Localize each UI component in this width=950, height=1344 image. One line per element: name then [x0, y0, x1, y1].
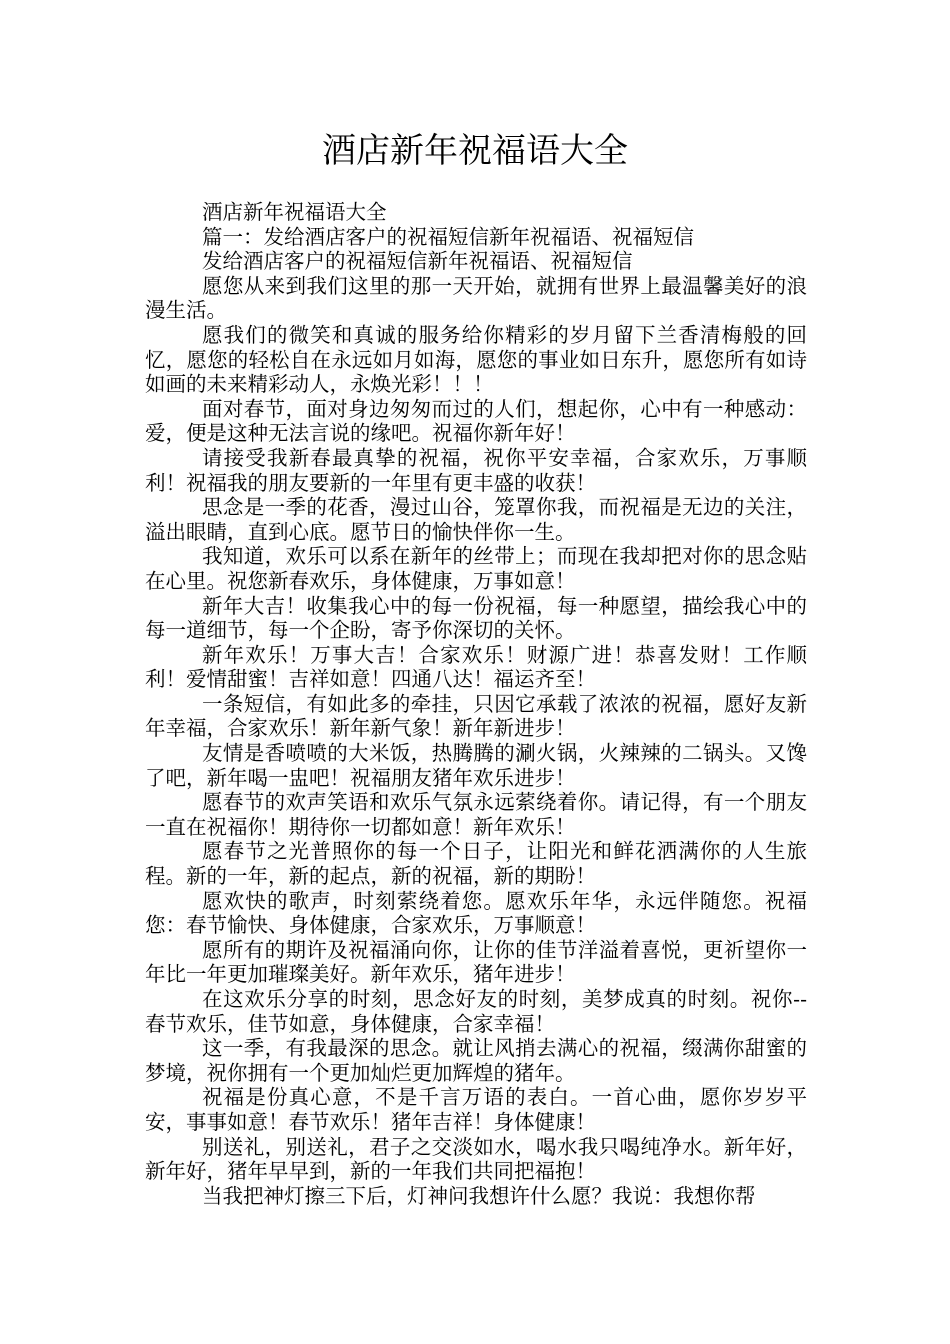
document-title: 酒店新年祝福语大全	[322, 131, 628, 171]
paragraph: 别送礼，别送礼，君子之交淡如水，喝水我只喝纯净水。新年好，新年好，猪年早早到，新的一年我们共同把福抱！	[145, 1134, 807, 1184]
paragraph: 愿您从来到我们这里的那一天开始，就拥有世界上最温馨美好的浪漫生活。	[145, 273, 807, 323]
paragraph: 愿欢快的歌声，时刻萦绕着您。愿欢乐年华，永远伴随您。祝福您：春节愉快、身体健康，合家欢乐，万事顺意！	[145, 888, 807, 938]
paragraph: 愿春节的欢声笑语和欢乐气氛永远萦绕着你。请记得，有一个朋友一直在祝福你！期待你一切都如意！新年欢乐！	[145, 790, 807, 839]
paragraph: 愿我们的微笑和真诚的服务给你精彩的岁月留下兰香清梅般的回忆，愿您的轻松自在永远如月如海，愿您的事业如日东升，愿您所有如诗如画的未来精彩动人，永焕光彩！！！	[145, 322, 807, 397]
paragraph: 篇一：发给酒店客户的祝福短信新年祝福语、祝福短信	[202, 224, 694, 249]
paragraph: 友情是香喷喷的大米饭，热腾腾的涮火锅，火辣辣的二锅头。又馋了吧，新年喝一盅吧！祝福朋友猪年欢乐进步！	[145, 741, 807, 790]
paragraph: 这一季，有我最深的思念。就让风捎去满心的祝福，缀满你甜蜜的梦境，祝你拥有一个更加灿烂更加辉煌的猪年。	[145, 1036, 807, 1085]
paragraph: 在这欢乐分享的时刻，思念好友的时刻，美梦成真的时刻。祝你--春节欢乐，佳节如意，身体健康，合家幸福！	[145, 987, 807, 1036]
paragraph: 祝福是份真心意，不是千言万语的表白。一首心曲，愿你岁岁平安，事事如意！春节欢乐！猪年吉祥！身体健康！	[145, 1085, 807, 1134]
paragraph: 新年欢乐！万事大吉！合家欢乐！财源广进！恭喜发财！工作顺利！爱情甜蜜！吉祥如意！四通八达！福运齐至！	[145, 642, 807, 692]
paragraph: 面对春节，面对身边匆匆而过的人们，想起你，心中有一种感动：爱，便是这种无法言说的缘吧。祝福你新年好！	[145, 396, 807, 446]
paragraph: 愿春节之光普照你的每一个日子，让阳光和鲜花洒满你的人生旅程。新的一年，新的起点，新的祝福，新的期盼！	[145, 839, 807, 889]
paragraph: 思念是一季的花香，漫过山谷，笼罩你我，而祝福是无边的关注，溢出眼睛，直到心底。愿节日的愉快伴你一生。	[145, 495, 807, 544]
document-body	[145, 200, 807, 1208]
paragraph: 酒店新年祝福语大全	[202, 200, 387, 224]
paragraph: 发给酒店客户的祝福短信新年祝福语、祝福短信	[202, 249, 633, 274]
paragraph: 当我把神灯擦三下后，灯神问我想许什么愿？我说：我想你帮	[202, 1183, 756, 1208]
paragraph: 我知道，欢乐可以系在新年的丝带上；而现在我却把对你的思念贴在心里。祝您新春欢乐，身体健康，万事如意！	[145, 544, 807, 593]
paragraph: 一条短信，有如此多的牵挂，只因它承载了浓浓的祝福，愿好友新年幸福，合家欢乐！新年新气象！新年新进步！	[145, 691, 807, 741]
paragraph: 请接受我新春最真挚的祝福，祝你平安幸福，合家欢乐，万事顺利！祝福我的朋友要新的一年里有更丰盛的收获！	[145, 445, 807, 495]
paragraph: 新年大吉！收集我心中的每一份祝福，每一种愿望，描绘我心中的每一道细节，每一个企盼，寄予你深切的关怀。	[145, 593, 807, 643]
paragraph: 愿所有的期许及祝福涌向你，让你的佳节洋溢着喜悦，更祈望你一年比一年更加璀璨美好。新年欢乐，猪年进步！	[145, 937, 807, 987]
